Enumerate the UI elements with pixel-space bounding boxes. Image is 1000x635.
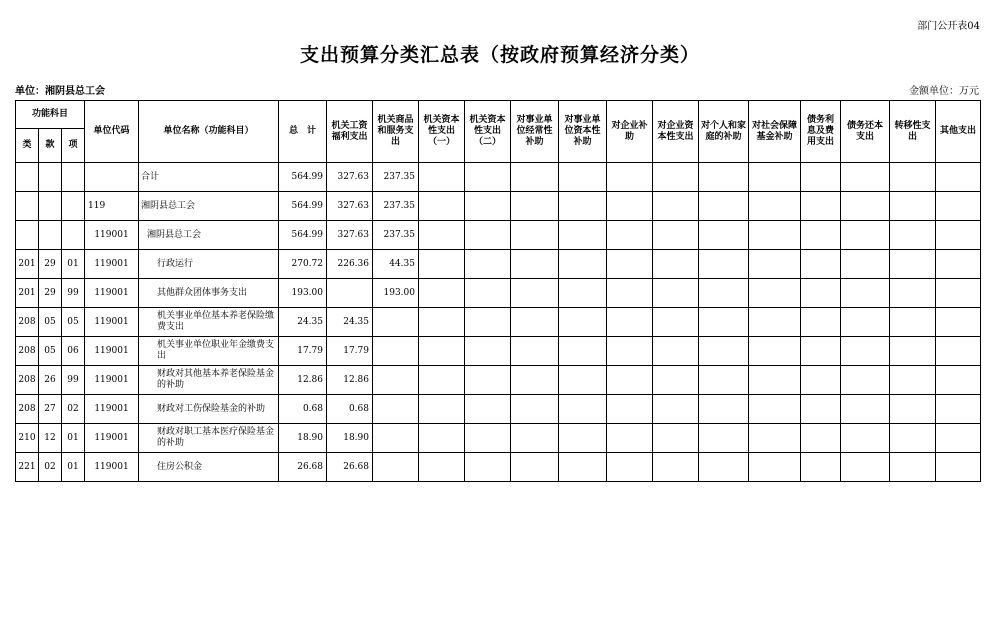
cell-econ-7 xyxy=(607,250,653,279)
cell-econ-8 xyxy=(653,308,699,337)
cell-econ-5 xyxy=(511,424,559,453)
header-econ-1: 机关工资福利支出 xyxy=(327,101,373,163)
cell-econ-10 xyxy=(749,395,801,424)
cell-unit-name: 财政对职工基本医疗保险基金的补助 xyxy=(139,424,279,453)
cell-econ-13 xyxy=(890,308,936,337)
cell-unit-name: 财政对其他基本养老保险基金的补助 xyxy=(139,366,279,395)
cell-econ-11 xyxy=(801,308,841,337)
header-econ-6: 对事业单位资本性补助 xyxy=(559,101,607,163)
amount-unit-label: 金额单位：万元 xyxy=(909,86,979,97)
cell-unit-code: 119001 xyxy=(85,337,139,366)
cell-kuan: 12 xyxy=(39,424,62,453)
cell-econ-1: 226.36 xyxy=(327,250,373,279)
cell-econ-8 xyxy=(653,424,699,453)
cell-econ-4 xyxy=(465,250,511,279)
cell-econ-4 xyxy=(465,308,511,337)
cell-econ-2: 44.35 xyxy=(373,250,419,279)
cell-econ-1: 327.63 xyxy=(327,163,373,192)
cell-econ-12 xyxy=(841,395,890,424)
cell-econ-5 xyxy=(511,453,559,482)
table-row xyxy=(16,366,981,395)
header-econ-5: 对事业单位经常性补助 xyxy=(511,101,559,163)
cell-econ-8 xyxy=(653,337,699,366)
cell-econ-7 xyxy=(607,337,653,366)
cell-unit-code: 119 xyxy=(85,192,139,221)
cell-econ-3 xyxy=(419,337,465,366)
cell-econ-5 xyxy=(511,279,559,308)
budget-table xyxy=(15,100,981,482)
cell-econ-2: 237.35 xyxy=(373,221,419,250)
cell-econ-3 xyxy=(419,192,465,221)
cell-xiang: 99 xyxy=(62,279,85,308)
cell-econ-2 xyxy=(373,308,419,337)
cell-kuan: 05 xyxy=(39,308,62,337)
cell-econ-2 xyxy=(373,337,419,366)
cell-unit-code xyxy=(85,163,139,192)
cell-econ-10 xyxy=(749,279,801,308)
cell-econ-12 xyxy=(841,250,890,279)
cell-econ-9 xyxy=(699,337,749,366)
cell-econ-3 xyxy=(419,395,465,424)
unit-label: 单位：湘阴县总工会 xyxy=(15,86,105,97)
cell-econ-13 xyxy=(890,279,936,308)
cell-unit-name: 湘阴县总工会 xyxy=(139,192,279,221)
cell-econ-3 xyxy=(419,453,465,482)
cell-econ-2: 237.35 xyxy=(373,192,419,221)
cell-econ-9 xyxy=(699,395,749,424)
cell-total: 18.90 xyxy=(279,424,327,453)
cell-econ-3 xyxy=(419,250,465,279)
cell-xiang xyxy=(62,163,85,192)
header-econ-10: 对社会保障基金补助 xyxy=(749,101,801,163)
cell-econ-14 xyxy=(936,424,981,453)
cell-econ-7 xyxy=(607,221,653,250)
cell-lei: 208 xyxy=(16,337,39,366)
cell-unit-name: 合计 xyxy=(139,163,279,192)
cell-econ-3 xyxy=(419,163,465,192)
cell-econ-8 xyxy=(653,279,699,308)
cell-lei: 208 xyxy=(16,395,39,424)
cell-econ-2 xyxy=(373,366,419,395)
cell-unit-name: 其他群众团体事务支出 xyxy=(139,279,279,308)
cell-econ-9 xyxy=(699,308,749,337)
cell-econ-6 xyxy=(559,337,607,366)
cell-kuan: 29 xyxy=(39,279,62,308)
cell-econ-1: 17.79 xyxy=(327,337,373,366)
cell-econ-6 xyxy=(559,453,607,482)
cell-econ-13 xyxy=(890,366,936,395)
cell-kuan xyxy=(39,221,62,250)
cell-xiang xyxy=(62,192,85,221)
cell-econ-14 xyxy=(936,395,981,424)
header-unit-code: 单位代码 xyxy=(85,101,139,163)
cell-lei: 210 xyxy=(16,424,39,453)
cell-econ-8 xyxy=(653,250,699,279)
cell-unit-code: 119001 xyxy=(85,366,139,395)
cell-xiang: 01 xyxy=(62,250,85,279)
cell-econ-12 xyxy=(841,366,890,395)
cell-econ-1: 327.63 xyxy=(327,221,373,250)
cell-kuan: 29 xyxy=(39,250,62,279)
cell-kuan: 26 xyxy=(39,366,62,395)
header-econ-2: 机关商品和服务支出 xyxy=(373,101,419,163)
cell-unit-name: 机关事业单位基本养老保险缴费支出 xyxy=(139,308,279,337)
table-row xyxy=(16,221,981,250)
cell-econ-5 xyxy=(511,395,559,424)
header-econ-8: 对企业资本性支出 xyxy=(653,101,699,163)
cell-xiang xyxy=(62,221,85,250)
cell-unit-code: 119001 xyxy=(85,424,139,453)
cell-econ-14 xyxy=(936,366,981,395)
cell-econ-6 xyxy=(559,250,607,279)
cell-econ-14 xyxy=(936,163,981,192)
header-xiang: 项 xyxy=(62,129,85,163)
header-func-subject: 功能科目 xyxy=(16,101,85,129)
cell-econ-4 xyxy=(465,221,511,250)
cell-econ-1 xyxy=(327,279,373,308)
cell-unit-code: 119001 xyxy=(85,279,139,308)
cell-econ-4 xyxy=(465,395,511,424)
cell-econ-6 xyxy=(559,424,607,453)
cell-econ-5 xyxy=(511,308,559,337)
cell-kuan: 02 xyxy=(39,453,62,482)
cell-econ-10 xyxy=(749,337,801,366)
cell-econ-6 xyxy=(559,366,607,395)
cell-econ-4 xyxy=(465,192,511,221)
cell-econ-8 xyxy=(653,163,699,192)
cell-econ-3 xyxy=(419,366,465,395)
table-row xyxy=(16,424,981,453)
cell-econ-12 xyxy=(841,163,890,192)
table-row xyxy=(16,308,981,337)
header-total: 总 计 xyxy=(279,101,327,163)
cell-unit-name: 财政对工伤保险基金的补助 xyxy=(139,395,279,424)
cell-econ-3 xyxy=(419,308,465,337)
cell-econ-6 xyxy=(559,308,607,337)
cell-econ-8 xyxy=(653,192,699,221)
cell-unit-code: 119001 xyxy=(85,453,139,482)
cell-econ-4 xyxy=(465,366,511,395)
cell-xiang: 01 xyxy=(62,453,85,482)
cell-econ-7 xyxy=(607,453,653,482)
cell-unit-code: 119001 xyxy=(85,221,139,250)
table-row xyxy=(16,250,981,279)
cell-total: 564.99 xyxy=(279,163,327,192)
cell-econ-1: 12.86 xyxy=(327,366,373,395)
cell-econ-5 xyxy=(511,366,559,395)
cell-total: 0.68 xyxy=(279,395,327,424)
cell-lei xyxy=(16,221,39,250)
cell-econ-12 xyxy=(841,337,890,366)
cell-econ-2 xyxy=(373,453,419,482)
cell-total: 193.00 xyxy=(279,279,327,308)
cell-econ-5 xyxy=(511,163,559,192)
cell-econ-9 xyxy=(699,250,749,279)
header-lei: 类 xyxy=(16,129,39,163)
cell-econ-10 xyxy=(749,453,801,482)
cell-econ-14 xyxy=(936,308,981,337)
cell-econ-10 xyxy=(749,163,801,192)
cell-lei: 201 xyxy=(16,250,39,279)
cell-econ-3 xyxy=(419,424,465,453)
cell-econ-12 xyxy=(841,424,890,453)
cell-econ-13 xyxy=(890,395,936,424)
cell-econ-7 xyxy=(607,424,653,453)
cell-econ-6 xyxy=(559,221,607,250)
cell-econ-5 xyxy=(511,192,559,221)
cell-lei xyxy=(16,192,39,221)
cell-econ-9 xyxy=(699,366,749,395)
cell-econ-9 xyxy=(699,221,749,250)
cell-econ-4 xyxy=(465,424,511,453)
cell-econ-7 xyxy=(607,163,653,192)
cell-econ-14 xyxy=(936,453,981,482)
cell-econ-4 xyxy=(465,337,511,366)
cell-econ-9 xyxy=(699,163,749,192)
cell-econ-13 xyxy=(890,163,936,192)
cell-unit-name: 机关事业单位职业年金缴费支出 xyxy=(139,337,279,366)
header-econ-12: 债务还本支出 xyxy=(841,101,890,163)
header-econ-7: 对企业补助 xyxy=(607,101,653,163)
cell-econ-10 xyxy=(749,221,801,250)
table-row xyxy=(16,395,981,424)
cell-econ-2 xyxy=(373,424,419,453)
table-row xyxy=(16,279,981,308)
cell-econ-14 xyxy=(936,279,981,308)
cell-econ-11 xyxy=(801,250,841,279)
cell-econ-8 xyxy=(653,395,699,424)
cell-xiang: 06 xyxy=(62,337,85,366)
cell-kuan xyxy=(39,192,62,221)
cell-econ-3 xyxy=(419,279,465,308)
cell-econ-4 xyxy=(465,279,511,308)
cell-econ-7 xyxy=(607,366,653,395)
cell-econ-4 xyxy=(465,453,511,482)
header-econ-9: 对个人和家庭的补助 xyxy=(699,101,749,163)
cell-kuan: 05 xyxy=(39,337,62,366)
cell-econ-14 xyxy=(936,221,981,250)
cell-total: 564.99 xyxy=(279,221,327,250)
cell-econ-5 xyxy=(511,221,559,250)
cell-econ-1: 18.90 xyxy=(327,424,373,453)
cell-econ-2 xyxy=(373,395,419,424)
header-kuan: 款 xyxy=(39,129,62,163)
cell-econ-13 xyxy=(890,221,936,250)
cell-econ-1: 26.68 xyxy=(327,453,373,482)
cell-econ-9 xyxy=(699,424,749,453)
cell-econ-12 xyxy=(841,453,890,482)
cell-econ-6 xyxy=(559,395,607,424)
cell-econ-12 xyxy=(841,192,890,221)
header-econ-13: 转移性支出 xyxy=(890,101,936,163)
cell-econ-2: 237.35 xyxy=(373,163,419,192)
cell-econ-11 xyxy=(801,453,841,482)
cell-econ-10 xyxy=(749,250,801,279)
cell-lei: 208 xyxy=(16,308,39,337)
cell-econ-10 xyxy=(749,366,801,395)
header-econ-3: 机关资本性支出（一） xyxy=(419,101,465,163)
cell-econ-1: 327.63 xyxy=(327,192,373,221)
cell-econ-13 xyxy=(890,337,936,366)
cell-kuan xyxy=(39,163,62,192)
cell-econ-11 xyxy=(801,163,841,192)
cell-econ-11 xyxy=(801,395,841,424)
cell-unit-code: 119001 xyxy=(85,308,139,337)
header-econ-11: 债务利息及费用支出 xyxy=(801,101,841,163)
cell-econ-5 xyxy=(511,337,559,366)
cell-econ-14 xyxy=(936,192,981,221)
cell-lei: 208 xyxy=(16,366,39,395)
cell-econ-8 xyxy=(653,453,699,482)
cell-econ-12 xyxy=(841,308,890,337)
cell-econ-14 xyxy=(936,337,981,366)
cell-econ-8 xyxy=(653,366,699,395)
cell-unit-name: 住房公积金 xyxy=(139,453,279,482)
cell-econ-13 xyxy=(890,424,936,453)
cell-xiang: 99 xyxy=(62,366,85,395)
cell-lei: 201 xyxy=(16,279,39,308)
cell-econ-7 xyxy=(607,308,653,337)
cell-econ-11 xyxy=(801,192,841,221)
header-econ-4: 机关资本性支出（二） xyxy=(465,101,511,163)
cell-total: 270.72 xyxy=(279,250,327,279)
header-econ-14: 其他支出 xyxy=(936,101,981,163)
cell-econ-2: 193.00 xyxy=(373,279,419,308)
cell-econ-11 xyxy=(801,366,841,395)
cell-econ-9 xyxy=(699,453,749,482)
cell-econ-13 xyxy=(890,192,936,221)
cell-econ-13 xyxy=(890,453,936,482)
cell-econ-12 xyxy=(841,221,890,250)
cell-econ-1: 24.35 xyxy=(327,308,373,337)
cell-unit-code: 119001 xyxy=(85,395,139,424)
cell-econ-11 xyxy=(801,279,841,308)
cell-unit-code: 119001 xyxy=(85,250,139,279)
cell-kuan: 27 xyxy=(39,395,62,424)
cell-econ-7 xyxy=(607,192,653,221)
cell-total: 564.99 xyxy=(279,192,327,221)
cell-econ-12 xyxy=(841,279,890,308)
cell-total: 17.79 xyxy=(279,337,327,366)
form-number: 部门公开表04 xyxy=(917,21,980,32)
cell-econ-7 xyxy=(607,279,653,308)
table-row xyxy=(16,453,981,482)
cell-econ-6 xyxy=(559,192,607,221)
cell-econ-14 xyxy=(936,250,981,279)
cell-econ-6 xyxy=(559,163,607,192)
cell-econ-5 xyxy=(511,250,559,279)
cell-econ-13 xyxy=(890,250,936,279)
cell-econ-1: 0.68 xyxy=(327,395,373,424)
table-row xyxy=(16,337,981,366)
cell-econ-10 xyxy=(749,424,801,453)
cell-econ-9 xyxy=(699,192,749,221)
cell-lei: 221 xyxy=(16,453,39,482)
header-unit-name: 单位名称（功能科目） xyxy=(139,101,279,163)
cell-econ-11 xyxy=(801,424,841,453)
cell-econ-6 xyxy=(559,279,607,308)
cell-econ-8 xyxy=(653,221,699,250)
cell-total: 24.35 xyxy=(279,308,327,337)
table-body xyxy=(16,163,981,482)
cell-econ-11 xyxy=(801,221,841,250)
cell-total: 26.68 xyxy=(279,453,327,482)
cell-econ-3 xyxy=(419,221,465,250)
cell-econ-9 xyxy=(699,279,749,308)
cell-unit-name: 行政运行 xyxy=(139,250,279,279)
table-row xyxy=(16,163,981,192)
cell-econ-10 xyxy=(749,192,801,221)
cell-econ-4 xyxy=(465,163,511,192)
cell-unit-name: 湘阴县总工会 xyxy=(139,221,279,250)
cell-econ-7 xyxy=(607,395,653,424)
cell-xiang: 02 xyxy=(62,395,85,424)
cell-lei xyxy=(16,163,39,192)
cell-xiang: 05 xyxy=(62,308,85,337)
cell-xiang: 01 xyxy=(62,424,85,453)
page-title: 支出预算分类汇总表（按政府预算经济分类） xyxy=(299,44,700,66)
cell-total: 12.86 xyxy=(279,366,327,395)
cell-econ-11 xyxy=(801,337,841,366)
cell-econ-10 xyxy=(749,308,801,337)
table-row xyxy=(16,192,981,221)
